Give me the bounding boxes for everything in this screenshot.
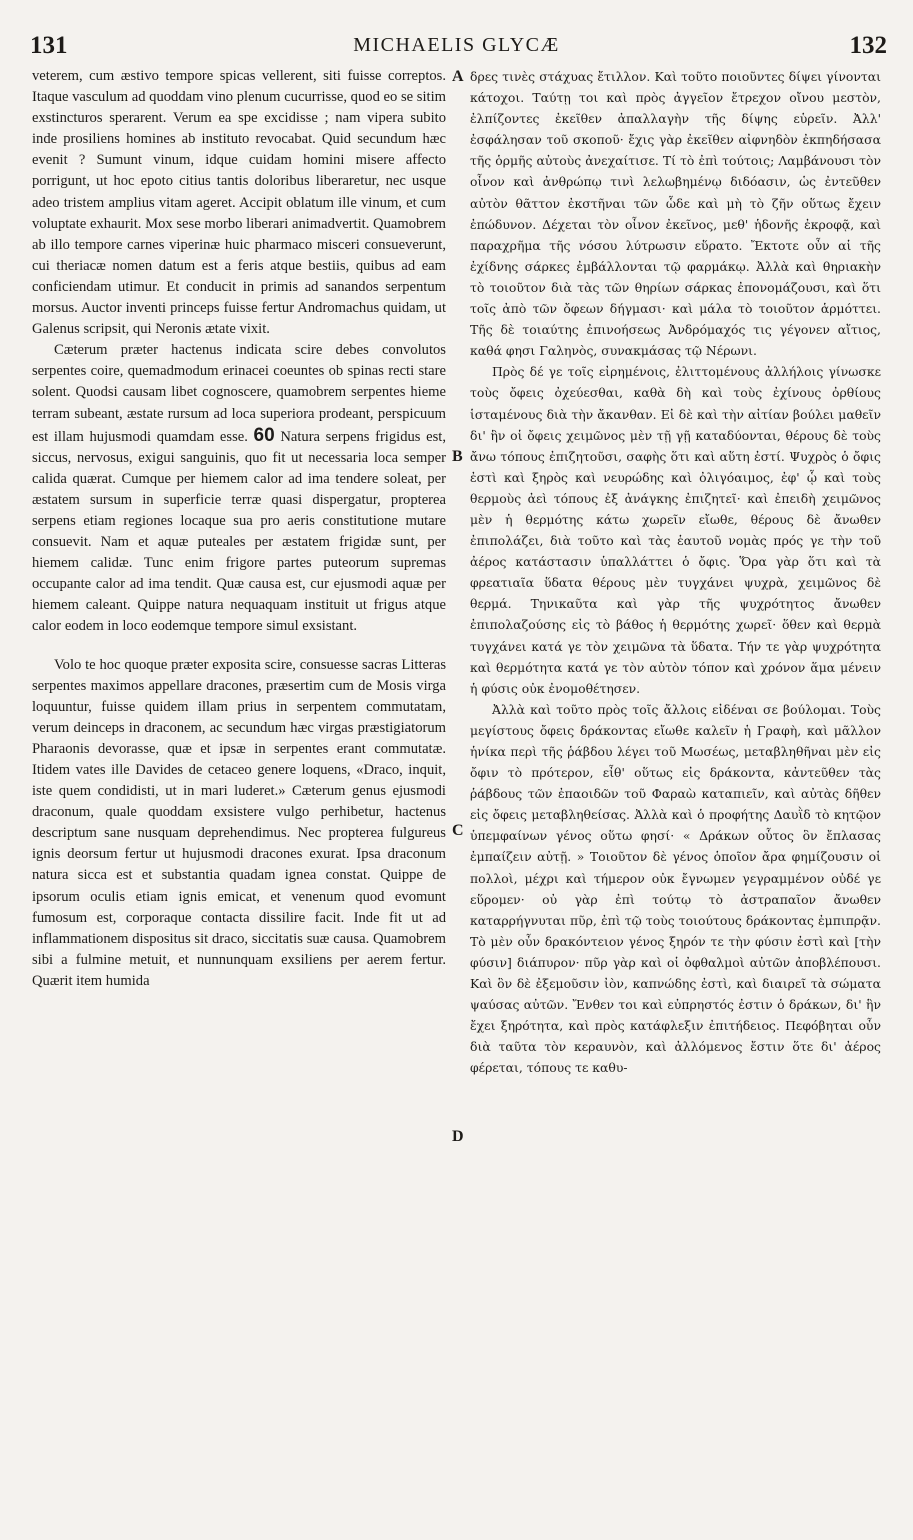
section-number: 60	[253, 424, 275, 446]
margin-letter-c: C	[452, 822, 464, 839]
page-header	[0, 32, 913, 64]
greek-column	[470, 66, 881, 1534]
margin-letter-b: B	[452, 448, 463, 465]
latin-column	[32, 66, 446, 1534]
latin-paragraph-2-end: Natura serpens frigidus est, siccus, nervosus, exigui sanguinis, quo fit ut necessaria loca semper calida quærat. Cumque per hiemem calor ad ima tendere soleat, per æstatem sursum in superficie terræ quasi dispergatur, propterea serpens etiam regiones locaque sua pro aeris constitutione mutare consuevit. Nam et aquæ puteales per æstatem frigidæ sunt, per hiemem calidæ. Tunc enim frigore partes puteorum supremas occupante calor ad ima tendit. Quæ causa est, cur ejusmodi aquæ per hiemem caleant. Quippe natura nequaquam instituit ut frigus atque calor eodem in loco eodemque tempore simul exsistant.	[32, 428, 446, 635]
page-number-right: 132	[849, 32, 887, 59]
latin-paragraph-3: Volo te hoc quoque præter exposita scire, consuesse sacras Litteras serpentes maximos appellare dracones, præsertim cum de Mosis virga loquuntur, fuisse quidem illam prius in serpentem commutatam, verum deinceps in draconem, ac secundum hæc virgas præstigiatorum Pharaonis devorasse, quæ et ipsæ in serpentes erant commutatæ. Itidem vates ille Davides de cetaceo genere loquens, «Draco, inquit, iste quem condidisti, ut in mari luderet.» Cæterum genus ejusmodi draconum, quale quoddam exsistere vulgo perhibetur, hactenus descriptum sane nusquam deprehendimus. Nec propterea fulgureus ignis deorsum fertur ut hujusmodi dracones exurat. Ipsa draconum natura sicca est et substantia quadam ignea constat. Quippe de ipsorum oculis etiam ignis emicat, et venenum quod evomunt fumosum est, corporaque contacta dissilire facit. Inde fit ut ad inflammationem dispositus sit draco, siccitatis suæ causa. Quamobrem sibi a fulmine metuit, et nunnunquam exsiliens per aerem fertur. Quærit item humida	[32, 656, 446, 989]
margin-letter-d: D	[452, 1128, 464, 1145]
running-title: MICHAELIS GLYCÆ	[353, 34, 560, 56]
greek-paragraph-3: Ἀλλὰ καὶ τοῦτο πρὸς τοῖς ἄλλοις εἰδέναι σε βούλομαι. Τοὺς μεγίστους ὄφεις δράκοντας εἴωθε καλεῖν ἡ Γραφὴ, καὶ μᾶλλον ἡνίκα περὶ τῆς ῥάβδου λέγει τοῦ Μωσέως, μεταβληθῆναι μὲν εἰς ὄφιν τὸ πρότερον, εἶθ' οὕτως εἰς δράκοντα, κἀντεῦθεν τὰς ῥάβδους τῶν ἐπαοιδῶν τοῦ Φαραὼ καταπιεῖν, καὶ αὐτὰς δῆθεν εἰς ὄφεις μεταβληθείσας. Ἀλλὰ καὶ ὁ προφήτης Δαυῒδ τὸ κητῷον ὑπεμφαίνων γένος οὕτω φησί· « Δράκων οὗτος ὃν ἔπλασας ἐμπαίζειν αὐτῇ. » Τοιοῦτον δὲ γένος ὁποῖον ἄρα φημίζουσιν οἱ πολλοὶ, μέχρι καὶ τήμερον οὐκ ἔγνωμεν γεγραμμένον οὐδέ γε εὕρομεν· οὐ γὰρ ἐπὶ τούτῳ τὸ ἀστραπαῖον ἄνωθεν καταρρήγνυται πῦρ, ἐπὶ τῷ τοὺς τοιούτους δράκοντας ἐμπιπρᾷν. Τὸ μὲν οὖν δρακόντειον γένος ξηρόν τε τὴν φύσιν ἐστὶ καὶ [τὴν φύσιν] διάπυρον· πῦρ γὰρ καὶ οἱ ὀφθαλμοὶ αὐτῶν ἀποβλέπουσι. Καὶ ὃν δὲ ἐξεμοῦσιν ἰὸν, καπνώδης ἐστὶ, καὶ διαιρεῖ τὰ σώματα ψαύσας αὐτῶν. Ἔνθεν τοι καὶ εὐπρηστός ἐστιν ὁ δράκων, δι' ἣν ἔχει ξηρότητα, καὶ πρὸς κατάφλεξιν ἐπιτήδειος. Πεφόβηται οὖν διὰ ταῦτα τὸν κεραυνὸν, καὶ ἀλλόμενος ἔστιν ὅτε δι' ἀέρος φέρεται, τόπους τε καθυ-	[470, 701, 881, 1076]
page-number-left: 131	[30, 32, 68, 59]
latin-paragraph-2-start: Cæterum præter hactenus indicata scire debes convolutos serpentes coire, quemadmodum erinacei coeuntes ob spinas recti stare solent. Quodsi causam libet cognoscere, quamobrem serpentes hieme terram subeant, æstate rursum ad loca superiora prodeant, perspicuum est illam hujusmodi quamdam esse.	[32, 342, 446, 445]
greek-paragraph-1: δρες τινὲς στάχυας ἔτιλλον. Καὶ τοῦτο ποιοῦντες δίψει γίνονται κάτοχοι. Ταύτῃ τοι καὶ πρὸς ἀγγεῖον ἔτρεχον οἴνου μεστὸν, ἐλπίζοντες ἐκεῖθεν ἀπαλλαγὴν τῆς δίψης εὑρεῖν. Ἀλλ' ἐσφάλησαν τοῦ σκοποῦ· ἔχις γὰρ ἐκεῖθεν αἰφνηδὸν ἐκπηδήσασα τῆς ὁρμῆς αὐτοὺς ἀνεχαίτισε. Τί τὸ ἐπὶ τούτοις; Λαμβάνουσι τὸν οἶνον καὶ ἀνθρώπῳ τινὶ λελωβημένῳ διδόασιν, ὡς ἐντεῦθεν αὐτὸν θᾶττον ἐκστῆναι τῶν ὧδε καὶ μὴ τὸ ζῆν οὕτως ἔχειν ἐπώδυνον. Δέχεται τὸν οἶνον ἐκεῖνος, μεθ' ἡδονῆς ἐκροφᾷ, καὶ παραχρῆμα τῆς νόσου λύτρωσιν εὕρατο. Ἔκτοτε οὖν αἱ τῆς ἐχίδνης σάρκες ἐμβάλλονται τῷ φαρμάκῳ. Ἀλλὰ καὶ θηριακὴν τὸ τοιοῦτον διὰ τὰς τῶν θηρίων σάρκας ἐπονομάζουσι, καὶ ὅτι τοῖς ἀπὸ τῶν ὄφεων δήγμασι· καὶ μάλα τὸ τοιοῦτον ἁρμόττει. Τῆς δὲ τοιαύτης ἐπινοήσεως Ἀνδρόμαχός τις γέγονεν αἴτιος, καθά φησι Γαληνὸς, συνακμάσας τῷ Νέρωνι.	[470, 69, 881, 359]
latin-paragraph-2	[32, 340, 446, 637]
latin-paragraph-1: veterem, cum æstivo tempore spicas vellerent, siti fuisse correptos. Itaque vasculum ad quoddam vino plenum cucurrisse, quod eo se sitim exstincturos sperarent. Verum ea spe excidisse ; nam vipera subito inde prosiliens homines ab instituto revocabat. Quid secundum hæc evenit ? Sumunt vinum, idque cuidam homini misere affecto porrigunt, ut hoc epoto citius tantis doloribus liberaretur, nec usque adeo tristem amplius vitam ageret. Accipit oblatum ille vinum, et cum voluptate exhaurit. Mox sese morbo liberari animadvertit. Quamobrem ab illo tempore carnes viperinæ huic pharmaco misceri consueverunt, cui theriacæ nomen datum est a feris atque bestiis, quibus ad eam conficiendam utimur. Et conducit in primis ad sanandos serpentum morsus. Auctor inventi princeps fuisse fertur Andromachus quidam, ut Galenus scripsit, qui Neronis ætate vixit.	[32, 68, 446, 338]
margin-letter-a: A	[452, 68, 464, 85]
greek-paragraph-2: Πρὸς δέ γε τοῖς εἰρημένοις, ἐλιττομένους ἀλλήλοις γίνωσκε τοὺς ὄφεις ὀχεύεσθαι, καθὰ δὴ καὶ τοὺς ἐχίνους ὀρθίους ἱσταμένους διὰ τὴν ἄκανθαν. Εἰ δὲ καὶ τὴν αἰτίαν βούλει μαθεῖν δι' ἣν οἱ ὄφεις χειμῶνος μὲν τῇ γῇ καταδύονται, θέρους δὲ τοὺς ἄνω τόπους ἐπιζητοῦσι, σαφὴς ὅτι καὶ αὕτη ἐστί. Ψυχρὸς ὁ ὄφις ἐστὶ καὶ ξηρὸς καὶ νευρώδης καὶ ὀλιγόαιμος, ἐφ' ᾧ καὶ τοὺς θερμοὺς ἀεὶ τόπους ἐξ ἀνάγκης ἐπιζητεῖ· καὶ ἐπειδὴ χειμῶνος μὲν ἡ θερμότης κάτω χωρεῖν εἴωθε, θέρους δὲ ἄνωθεν ἐπιπολάζει, διὰ τοῦτο καὶ τὰς ἑαυτοῦ νομὰς πρός γε τὴν τοῦ ἀέρος κατάστασιν ὑπαλλάττει ὁ ὄφις. Ὅρα γὰρ ὅτι καὶ τὰ φρεατιαῖα ὕδατα θέρους μὲν τυγχάνει ψυχρὰ, χειμῶνος δὲ θερμά. Τηνικαῦτα καὶ γὰρ τῆς ψυχρότητος ἄνωθεν ἐπιπολαζούσης εἰς τὸ βάθος ἡ θερμότης χωρεῖ· ὅθεν καὶ θερμὰ τυγχάνει κατά γε τὸν χειμῶνα τὰ ὕδατα. Τήν τε γὰρ ψυχρότητα καὶ θερμότητα κατά γε τὸν αὐτὸν τόπον καὶ χρόνον ἅμα μένειν ἡ φύσις οὐκ ἐνομοθέτησεν.	[470, 364, 881, 696]
